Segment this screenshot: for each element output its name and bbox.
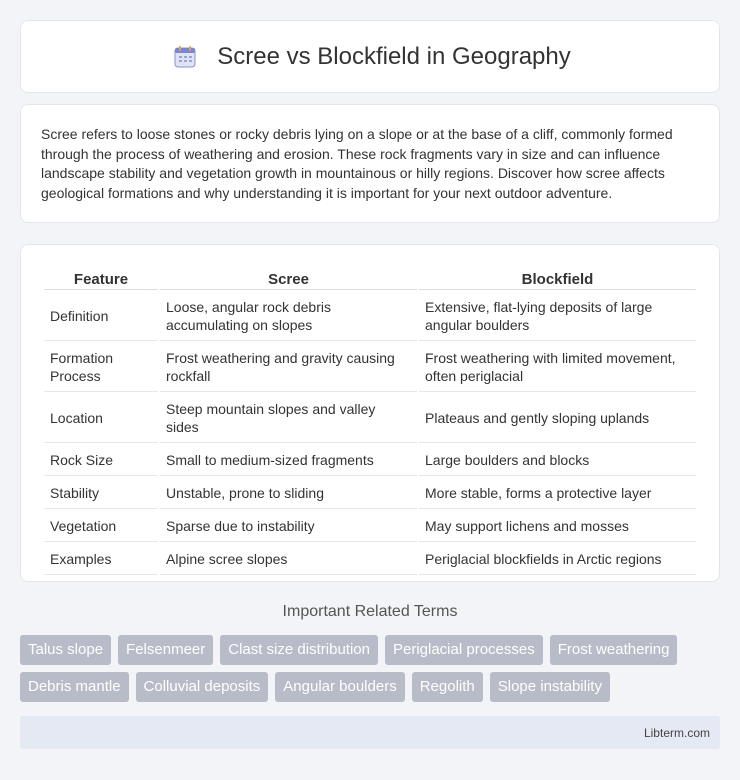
row-blockfield: Periglacial blockfields in Arctic regions bbox=[419, 544, 696, 575]
intro-text: Scree refers to loose stones or rocky debris lying on a slope or at the base of a cliff, commonly formed through the process of weathering and erosion. These rock fragments vary in size and can influence landscape stability and vegetation growth in mountainous or hilly regions. Discover how scree affects geological formations and why understanding it is important for your next outdoor adventure. bbox=[41, 126, 673, 201]
row-blockfield: Frost weathering with limited movement, often periglacial bbox=[419, 343, 696, 392]
tag-debris-mantle[interactable]: Debris mantle bbox=[20, 672, 129, 702]
tag-felsenmeer[interactable]: Felsenmeer bbox=[118, 635, 213, 665]
table-row bbox=[44, 292, 696, 341]
tag-slope-instability[interactable]: Slope instability bbox=[490, 672, 610, 702]
intro-card bbox=[20, 104, 720, 223]
table-row bbox=[44, 343, 696, 392]
tag-angular-boulders[interactable]: Angular boulders bbox=[275, 672, 404, 702]
row-blockfield: More stable, forms a protective layer bbox=[419, 478, 696, 509]
row-scree: Frost weathering and gravity causing rockfall bbox=[160, 343, 417, 392]
tag-frost-weathering[interactable]: Frost weathering bbox=[550, 635, 678, 665]
header-scree: Scree bbox=[160, 267, 417, 290]
row-blockfield: Large boulders and blocks bbox=[419, 445, 696, 476]
row-feature: Definition bbox=[44, 292, 158, 341]
row-feature: Examples bbox=[44, 544, 158, 575]
footer bbox=[20, 716, 720, 749]
header-blockfield: Blockfield bbox=[419, 267, 696, 290]
footer-site-link[interactable]: Libterm.com bbox=[643, 725, 710, 740]
tag-talus-slope[interactable]: Talus slope bbox=[20, 635, 111, 665]
tag-regolith[interactable]: Regolith bbox=[412, 672, 483, 702]
calendar-icon bbox=[169, 41, 201, 73]
row-scree: Small to medium-sized fragments bbox=[160, 445, 417, 476]
related-terms-tags bbox=[20, 635, 725, 702]
related-terms-title: Important Related Terms bbox=[282, 603, 458, 620]
row-feature: Formation Process bbox=[44, 343, 158, 392]
table-row bbox=[44, 544, 696, 575]
row-scree: Steep mountain slopes and valley sides bbox=[160, 394, 417, 443]
table-row bbox=[44, 478, 696, 509]
title-card bbox=[20, 20, 720, 93]
row-feature: Location bbox=[44, 394, 158, 443]
tag-colluvial-deposits[interactable]: Colluvial deposits bbox=[136, 672, 269, 702]
row-feature: Stability bbox=[44, 478, 158, 509]
comparison-table bbox=[42, 265, 698, 577]
title-wrap bbox=[169, 41, 571, 73]
row-feature: Rock Size bbox=[44, 445, 158, 476]
row-blockfield: Extensive, flat-lying deposits of large angular boulders bbox=[419, 292, 696, 341]
table-row bbox=[44, 511, 696, 542]
row-feature: Vegetation bbox=[44, 511, 158, 542]
row-scree: Loose, angular rock debris accumulating on slopes bbox=[160, 292, 417, 341]
tag-clast-size-distribution[interactable]: Clast size distribution bbox=[220, 635, 378, 665]
row-blockfield: Plateaus and gently sloping uplands bbox=[419, 394, 696, 443]
tag-periglacial-processes[interactable]: Periglacial processes bbox=[385, 635, 543, 665]
row-blockfield: May support lichens and mosses bbox=[419, 511, 696, 542]
page-title: Scree vs Blockfield in Geography bbox=[217, 42, 571, 70]
row-scree: Alpine scree slopes bbox=[160, 544, 417, 575]
table-row bbox=[44, 394, 696, 443]
table-header-row bbox=[44, 267, 696, 290]
header-feature: Feature bbox=[44, 267, 158, 290]
comparison-table-card bbox=[20, 244, 720, 582]
table-row bbox=[44, 445, 696, 476]
row-scree: Sparse due to instability bbox=[160, 511, 417, 542]
row-scree: Unstable, prone to sliding bbox=[160, 478, 417, 509]
